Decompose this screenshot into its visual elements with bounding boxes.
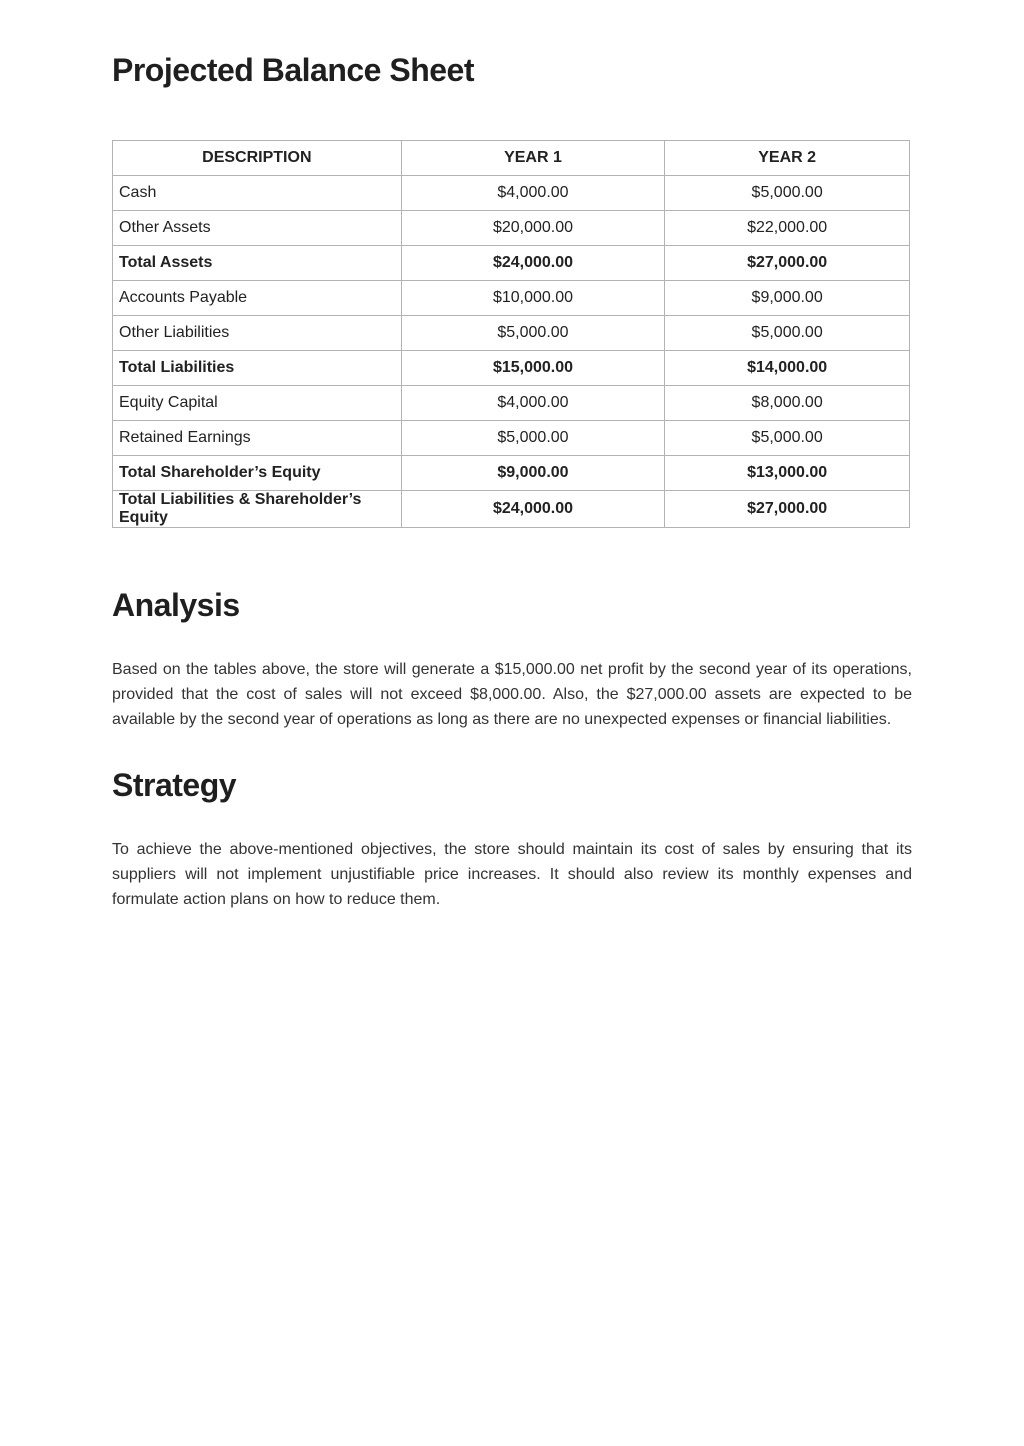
table-row <box>113 246 910 281</box>
row-year-1-value: $5,000.00 <box>401 316 665 351</box>
row-description: Cash <box>113 176 402 211</box>
row-description: Total Assets <box>113 246 402 281</box>
strategy-paragraph: To achieve the above-mentioned objectives, the store should maintain its cost of sales by ensuring that its suppliers will not implement unjustifiable price increases. It should also review its monthly expenses and formulate action plans on how to reduce them. <box>112 841 912 908</box>
row-year-2-value: $5,000.00 <box>665 421 910 456</box>
table-row <box>113 281 910 316</box>
row-year-2-value: $9,000.00 <box>665 281 910 316</box>
row-year-1-value: $5,000.00 <box>401 421 665 456</box>
table-header-row <box>113 141 910 176</box>
row-year-1-value: $9,000.00 <box>401 456 665 491</box>
header-year-1: YEAR 1 <box>401 141 665 176</box>
table-row <box>113 176 910 211</box>
row-description: Total Liabilities & Shareholder’s Equity <box>113 491 402 528</box>
analysis-paragraph: Based on the tables above, the store will generate a $15,000.00 net profit by the second year of its operations, provided that the cost of sales will not exceed $8,000.00. Also, the $27,000.00 assets are expected to be available by the second year of operations as long as there are no unexpected expenses or financial liabilities. <box>112 661 912 728</box>
table-row <box>113 316 910 351</box>
row-year-2-value: $5,000.00 <box>665 176 910 211</box>
row-year-1-value: $24,000.00 <box>401 491 665 528</box>
table-row <box>113 456 910 491</box>
table-row <box>113 211 910 246</box>
page-title: Projected Balance Sheet <box>112 52 474 88</box>
table-row <box>113 491 910 528</box>
row-year-2-value: $27,000.00 <box>665 491 910 528</box>
row-year-2-value: $5,000.00 <box>665 316 910 351</box>
row-description: Other Liabilities <box>113 316 402 351</box>
table-body <box>113 176 910 528</box>
row-year-2-value: $27,000.00 <box>665 246 910 281</box>
strategy-heading: Strategy <box>112 767 237 803</box>
row-year-1-value: $4,000.00 <box>401 176 665 211</box>
row-year-2-value: $13,000.00 <box>665 456 910 491</box>
table-row <box>113 351 910 386</box>
analysis-heading: Analysis <box>112 587 240 623</box>
row-year-1-value: $15,000.00 <box>401 351 665 386</box>
row-description: Other Assets <box>113 211 402 246</box>
row-year-1-value: $20,000.00 <box>401 211 665 246</box>
row-year-1-value: $24,000.00 <box>401 246 665 281</box>
row-description: Retained Earnings <box>113 421 402 456</box>
table-row <box>113 421 910 456</box>
row-year-1-value: $4,000.00 <box>401 386 665 421</box>
row-year-2-value: $14,000.00 <box>665 351 910 386</box>
row-description: Total Liabilities <box>113 351 402 386</box>
row-description: Total Shareholder’s Equity <box>113 456 402 491</box>
row-year-2-value: $22,000.00 <box>665 211 910 246</box>
balance-sheet-table <box>112 140 910 528</box>
header-description: DESCRIPTION <box>113 141 402 176</box>
row-description: Accounts Payable <box>113 281 402 316</box>
header-year-2: YEAR 2 <box>665 141 910 176</box>
row-description: Equity Capital <box>113 386 402 421</box>
row-year-2-value: $8,000.00 <box>665 386 910 421</box>
row-year-1-value: $10,000.00 <box>401 281 665 316</box>
table-row <box>113 386 910 421</box>
